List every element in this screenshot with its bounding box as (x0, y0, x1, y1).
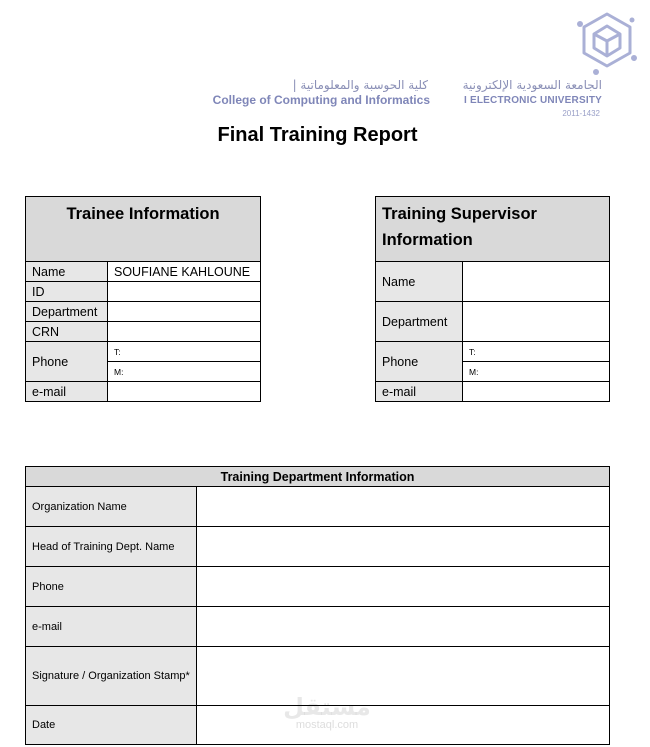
organization-name-field[interactable] (197, 487, 610, 527)
department-email-field[interactable] (197, 607, 610, 647)
organization-name-label: Organization Name (26, 487, 197, 527)
department-phone-label: Phone (26, 567, 197, 607)
university-logo-icon (572, 10, 642, 78)
supervisor-email-label: e-mail (376, 382, 463, 402)
arabic-college-name: | كلية الحوسبة والمعلوماتية (292, 78, 428, 92)
supervisor-department-field[interactable] (463, 302, 610, 342)
trainee-phone-t-field[interactable]: T: (108, 342, 261, 362)
training-department-header: Training Department Information (26, 467, 610, 487)
trainee-phone-m-field[interactable]: M: (108, 362, 261, 382)
supervisor-name-field[interactable] (463, 262, 610, 302)
watermark-arabic: مستقل (283, 693, 371, 721)
university-years: 2011-1432 (562, 109, 600, 118)
department-email-label: e-mail (26, 607, 197, 647)
trainee-email-field[interactable] (108, 382, 261, 402)
trainee-header: Trainee Information (26, 197, 261, 262)
signature-stamp-field[interactable] (197, 647, 610, 706)
trainee-name-label: Name (26, 262, 108, 282)
supervisor-table (375, 196, 610, 402)
page-title: Final Training Report (217, 124, 418, 146)
watermark-latin: mostaql.com (295, 719, 359, 731)
trainee-name-field[interactable]: SOUFIANE KAHLOUNE (108, 262, 261, 282)
supervisor-phone-label: Phone (376, 342, 463, 382)
date-field[interactable] (197, 706, 610, 745)
supervisor-header: Training Supervisor Information (376, 197, 610, 262)
supervisor-phone-t-field[interactable]: T: (463, 342, 610, 362)
supervisor-phone-m-field[interactable]: M: (463, 362, 610, 382)
supervisor-department-label: Department (376, 302, 463, 342)
supervisor-name-label: Name (376, 262, 463, 302)
head-of-training-field[interactable] (197, 527, 610, 567)
university-name: I ELECTRONIC UNIVERSITY (464, 95, 602, 106)
trainee-crn-label: CRN (26, 322, 108, 342)
trainee-email-label: e-mail (26, 382, 108, 402)
college-name: College of Computing and Informatics (212, 93, 430, 107)
department-phone-field[interactable] (197, 567, 610, 607)
supervisor-email-field[interactable] (463, 382, 610, 402)
date-label: Date (26, 706, 197, 745)
trainee-department-field[interactable] (108, 302, 261, 322)
trainee-crn-field[interactable] (108, 322, 261, 342)
arabic-university-name: الجامعة السعودية الإلكترونية (462, 78, 602, 92)
trainee-id-label: ID (26, 282, 108, 302)
trainee-id-field[interactable] (108, 282, 261, 302)
trainee-department-label: Department (26, 302, 108, 322)
trainee-phone-label: Phone (26, 342, 108, 382)
signature-stamp-label: Signature / Organization Stamp* (26, 647, 197, 706)
trainee-table (25, 196, 261, 402)
head-of-training-label: Head of Training Dept. Name (26, 527, 197, 567)
